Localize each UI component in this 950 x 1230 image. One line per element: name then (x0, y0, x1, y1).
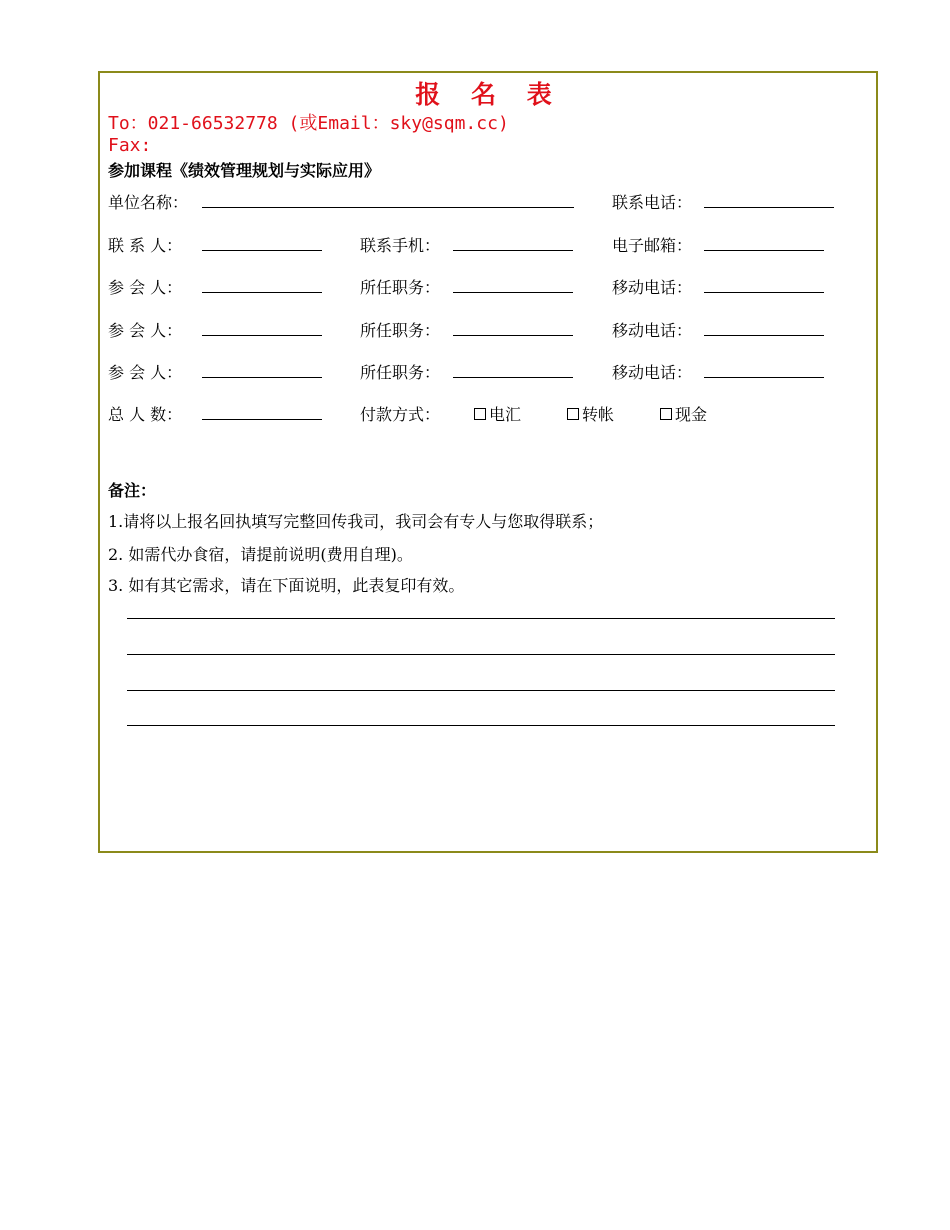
registration-form (98, 71, 878, 853)
position-field[interactable] (453, 292, 573, 293)
contact-fax-email: To：021-66532778 (或Email：sky@sqm.cc) (108, 113, 509, 134)
position-field[interactable] (453, 377, 573, 378)
attendee-label: 参 会 人： (108, 363, 183, 382)
mobile-label: 联系手机： (360, 236, 441, 255)
remarks-line[interactable] (127, 690, 835, 691)
contact-label: 联 系 人： (108, 236, 183, 255)
mobile-phone-label: 移动电话： (612, 321, 693, 340)
position-field[interactable] (453, 335, 573, 336)
mobile-field[interactable] (453, 250, 573, 251)
mobile-phone-field[interactable] (704, 335, 824, 336)
attendee-field[interactable] (202, 335, 322, 336)
note-item: 3. 如有其它需求，请在下面说明，此表复印有效。 (108, 576, 465, 595)
position-label: 所任职务： (360, 363, 441, 382)
position-label: 所任职务： (360, 278, 441, 297)
form-title: 报 名 表 (415, 80, 563, 109)
attendee-field[interactable] (202, 292, 322, 293)
checkbox-icon[interactable] (474, 408, 486, 420)
payment-option-wire[interactable]: 电汇 (474, 402, 521, 425)
remarks-line[interactable] (127, 654, 835, 655)
email-label: 电子邮箱： (612, 236, 693, 255)
remarks-line[interactable] (127, 725, 835, 726)
note-item: 2. 如需代办食宿，请提前说明(费用自理)。 (108, 545, 413, 564)
checkbox-icon[interactable] (660, 408, 672, 420)
position-label: 所任职务： (360, 321, 441, 340)
attendee-field[interactable] (202, 377, 322, 378)
checkbox-icon[interactable] (567, 408, 579, 420)
total-field[interactable] (202, 419, 322, 420)
phone-field[interactable] (704, 207, 834, 208)
attendee-label: 参 会 人： (108, 321, 183, 340)
fax-label: Fax: (108, 135, 152, 156)
contact-field[interactable] (202, 250, 322, 251)
remarks-line[interactable] (127, 618, 835, 619)
mobile-phone-field[interactable] (704, 377, 824, 378)
mobile-phone-field[interactable] (704, 292, 824, 293)
course-title: 参加课程《绩效管理规划与实际应用》 (108, 161, 381, 180)
payment-label: 付款方式： (360, 405, 441, 424)
total-label: 总 人 数： (108, 405, 183, 424)
mobile-phone-label: 移动电话： (612, 278, 693, 297)
company-label: 单位名称： (108, 193, 189, 212)
payment-option-cash[interactable]: 现金 (660, 402, 707, 425)
note-item: 1.请将以上报名回执填写完整回传我司，我司会有专人与您取得联系； (108, 512, 604, 531)
attendee-label: 参 会 人： (108, 278, 183, 297)
notes-heading: 备注： (108, 481, 157, 500)
phone-label: 联系电话： (612, 193, 693, 212)
email-field[interactable] (704, 250, 824, 251)
company-field[interactable] (202, 207, 574, 208)
payment-option-transfer[interactable]: 转帐 (567, 402, 614, 425)
mobile-phone-label: 移动电话： (612, 363, 693, 382)
